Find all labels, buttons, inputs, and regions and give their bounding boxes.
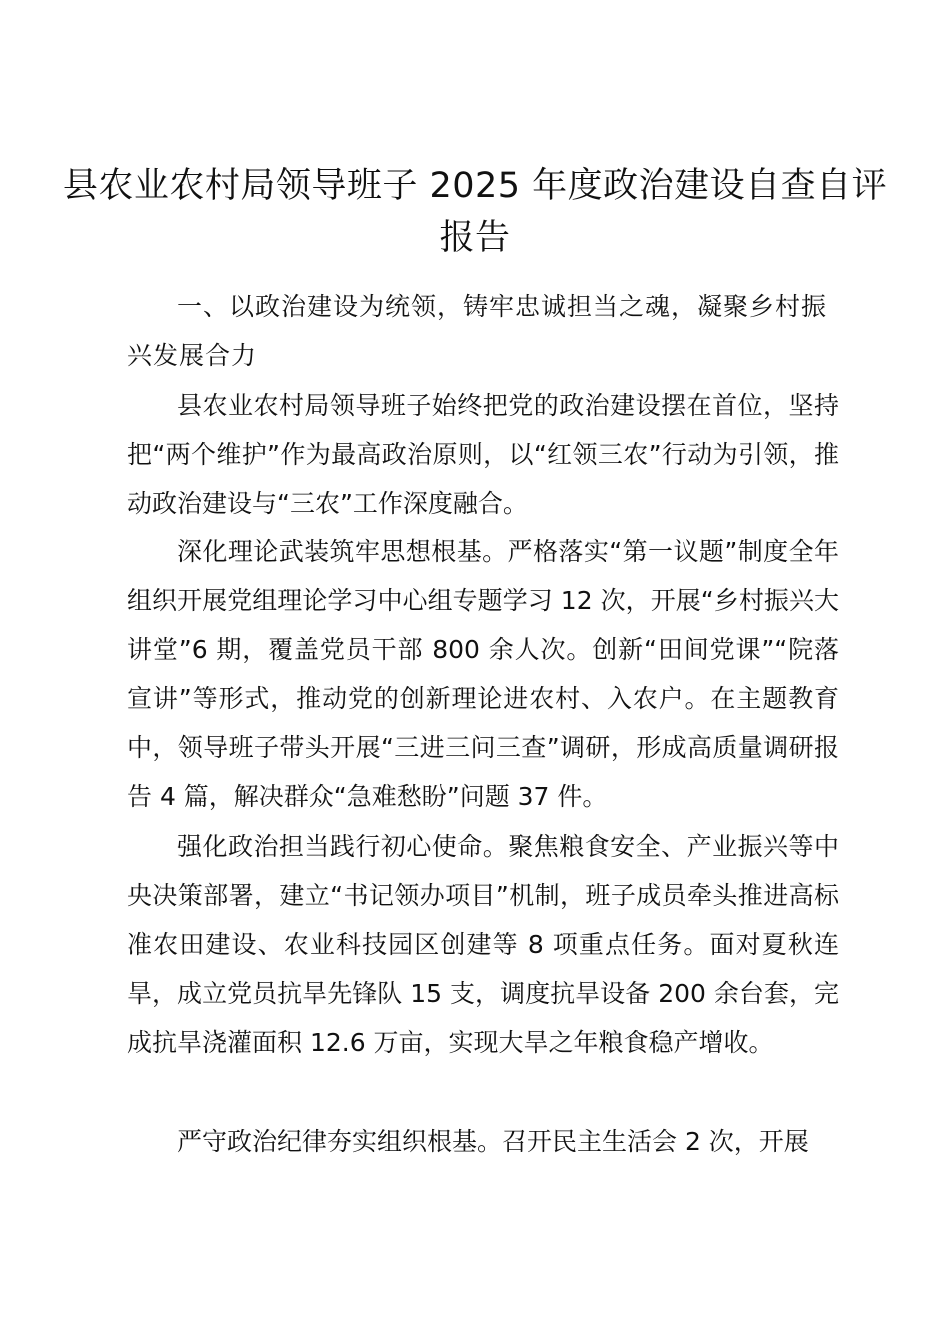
document-title: 县农业农村局领导班子 2025 年度政治建设自查自评报告	[62, 166, 888, 258]
body-paragraph-1: 县农业农村局领导班子始终把党的政治建设摆在首位，坚持把“两个维护”作为最高政治原则，以“红领三农”行动为引领，推动政治建设与“三农”工作深度融合。	[127, 391, 839, 518]
body-paragraph-4: 严守政治纪律夯实组织根基。召开民主生活会 2 次，开展	[177, 1127, 809, 1156]
section-heading: 一、以政治建设为统领，铸牢忠诚担当之魂，凝聚乡村振兴发展合力	[127, 292, 828, 370]
body-paragraph-2: 深化理论武装筑牢思想根基。严格落实“第一议题”制度全年组织开展党组理论学习中心组专题学习 12 次，开展“乡村振兴大讲堂”6 期，覆盖党员干部 800 余人次。创新“田间党课”“院落宣讲”等形式，推动党的创新理论进农村、入农户。在主题教育中，领导班子带头开展“三进三问三查”调研，形成高质量调研报告 4 篇，解决群众“急难愁盼”问题 37 件。	[127, 537, 839, 811]
body-paragraph-3: 强化政治担当践行初心使命。聚焦粮食安全、产业振兴等中央决策部署，建立“书记领办项目”机制，班子成员牵头推进高标准农田建设、农业科技园区创建等 8 项重点任务。面对夏秋连旱，成立党员抗旱先锋队 15 支，调度抗旱设备 200 余台套，完成抗旱浇灌面积 12.6 万亩，实现大旱之年粮食稳产增收。	[127, 832, 839, 1057]
